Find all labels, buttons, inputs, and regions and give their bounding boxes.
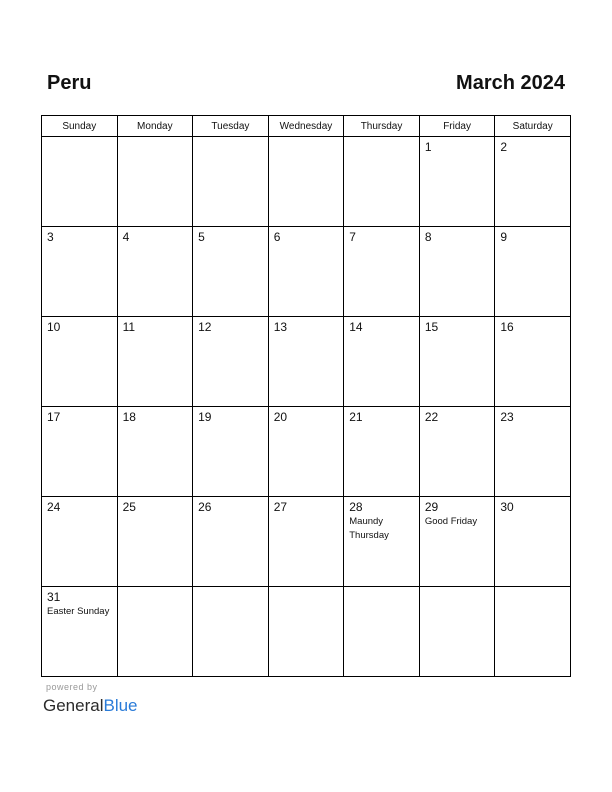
day-number: 15 — [424, 320, 439, 334]
day-cell — [419, 317, 495, 407]
day-cell — [42, 137, 118, 227]
day-number: 25 — [122, 500, 136, 514]
day-cell — [344, 497, 420, 587]
month-title: March 2024 — [456, 72, 565, 94]
day-cell — [344, 227, 420, 317]
holiday-label: Maundy Thursday — [349, 516, 389, 541]
day-number: 16 — [500, 320, 514, 334]
day-cell — [344, 317, 420, 407]
day-cell — [193, 227, 269, 317]
week-row — [42, 317, 571, 407]
holiday-label: Good Friday — [424, 516, 478, 527]
day-number: 17 — [47, 410, 61, 424]
day-cell — [344, 587, 420, 677]
weekday-header: Friday — [419, 116, 495, 137]
day-number: 26 — [198, 500, 212, 514]
day-cell — [495, 407, 571, 497]
day-number: 3 — [47, 230, 54, 244]
generalblue-logo[interactable] — [43, 695, 138, 716]
day-number: 27 — [273, 500, 288, 514]
day-cell — [495, 317, 571, 407]
day-cell — [193, 317, 269, 407]
day-number: 30 — [500, 500, 514, 514]
day-cell — [117, 497, 193, 587]
weekday-header: Monday — [117, 116, 193, 137]
day-number: 20 — [273, 410, 288, 424]
brand-blue: Blue — [103, 696, 138, 715]
day-cell — [117, 227, 193, 317]
day-cell — [268, 317, 344, 407]
day-cell — [42, 407, 118, 497]
day-number: 8 — [424, 230, 432, 244]
weekday-header: Tuesday — [193, 116, 269, 137]
day-cell — [117, 317, 193, 407]
day-cell — [193, 497, 269, 587]
holiday-label: Easter Sunday — [47, 606, 110, 617]
day-cell — [495, 497, 571, 587]
day-number: 21 — [349, 410, 363, 424]
day-number: 23 — [500, 410, 514, 424]
day-number: 12 — [198, 320, 212, 334]
day-cell — [268, 497, 344, 587]
day-number: 4 — [122, 230, 130, 244]
day-number: 13 — [273, 320, 288, 334]
day-cell — [42, 587, 118, 677]
weekday-header-row — [42, 116, 571, 137]
day-cell — [42, 227, 118, 317]
day-cell — [419, 407, 495, 497]
day-cell — [268, 407, 344, 497]
footer-branding — [43, 682, 138, 716]
day-cell — [344, 137, 420, 227]
day-number: 10 — [47, 320, 61, 334]
day-cell — [495, 227, 571, 317]
day-cell — [117, 587, 193, 677]
day-cell — [495, 137, 571, 227]
day-cell — [419, 137, 495, 227]
day-number: 7 — [349, 230, 356, 244]
week-row — [42, 407, 571, 497]
day-cell — [117, 137, 193, 227]
day-cell — [193, 407, 269, 497]
day-number: 9 — [500, 230, 508, 244]
day-cell — [268, 227, 344, 317]
calendar-grid — [41, 115, 571, 677]
day-cell — [268, 587, 344, 677]
weekday-header: Sunday — [42, 116, 118, 137]
weekday-header: Thursday — [344, 116, 420, 137]
day-number: 24 — [47, 500, 61, 514]
day-cell — [268, 137, 344, 227]
day-cell — [419, 587, 495, 677]
country-title: Peru — [47, 72, 92, 94]
week-row — [42, 497, 571, 587]
week-row — [42, 227, 571, 317]
day-cell — [42, 317, 118, 407]
day-number: 29 — [424, 500, 439, 514]
day-cell — [193, 137, 269, 227]
day-number: 1 — [424, 140, 432, 154]
day-cell — [193, 587, 269, 677]
weekday-header: Saturday — [495, 116, 571, 137]
powered-by-text: powered by — [46, 682, 98, 692]
week-row — [42, 137, 571, 227]
day-number: 5 — [198, 230, 205, 244]
week-row — [42, 587, 571, 677]
day-number: 19 — [198, 410, 212, 424]
day-number: 28 — [349, 500, 363, 514]
day-cell — [495, 587, 571, 677]
day-cell — [42, 497, 118, 587]
weekday-header: Wednesday — [268, 116, 344, 137]
day-number: 14 — [349, 320, 363, 334]
day-cell — [419, 227, 495, 317]
day-cell — [344, 407, 420, 497]
day-cell — [419, 497, 495, 587]
day-number: 2 — [500, 140, 508, 154]
brand-general: General — [43, 696, 104, 715]
day-number: 31 — [47, 590, 61, 604]
day-number: 6 — [273, 230, 281, 244]
day-number: 22 — [424, 410, 439, 424]
day-number: 18 — [122, 410, 136, 424]
day-cell — [117, 407, 193, 497]
day-number: 11 — [122, 320, 136, 334]
